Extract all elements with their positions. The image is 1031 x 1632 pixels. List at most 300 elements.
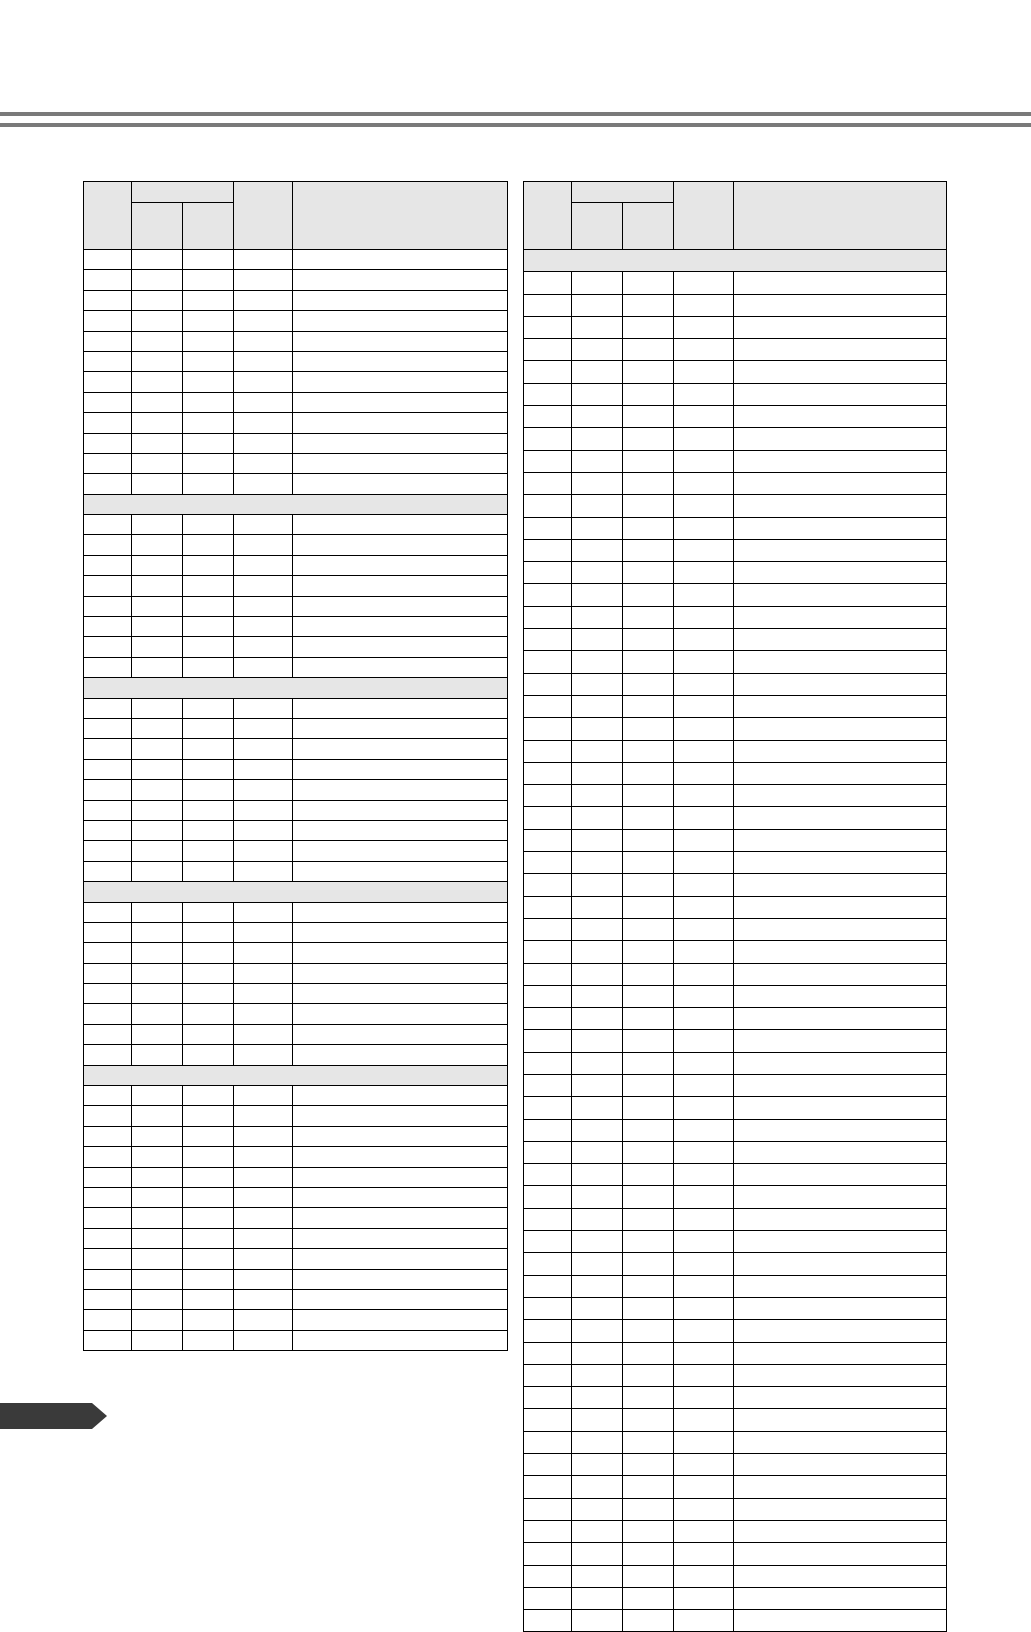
header-cell-sub1 xyxy=(132,203,183,250)
table-cell xyxy=(293,637,508,657)
table-cell xyxy=(524,762,572,784)
table-cell xyxy=(674,316,734,338)
table-cell xyxy=(234,1126,293,1146)
table-cell xyxy=(234,984,293,1004)
table-cell xyxy=(293,963,508,983)
table-row xyxy=(524,1498,947,1520)
table-cell xyxy=(183,1126,234,1146)
table-row xyxy=(84,1310,508,1330)
table-cell xyxy=(734,316,947,338)
table-cell xyxy=(572,406,623,428)
table-cell xyxy=(84,739,132,759)
table-row xyxy=(84,637,508,657)
table-row xyxy=(84,392,508,412)
table-row xyxy=(524,695,947,717)
table-cell xyxy=(623,1543,674,1565)
section-header-cell xyxy=(84,678,508,698)
table-row xyxy=(524,406,947,428)
table-row xyxy=(84,1187,508,1207)
table-cell xyxy=(183,1330,234,1350)
table-cell xyxy=(572,807,623,829)
table-cell xyxy=(734,1297,947,1319)
table-cell xyxy=(132,474,183,494)
table-row xyxy=(84,1249,508,1269)
table-cell xyxy=(84,555,132,575)
table-cell xyxy=(623,629,674,651)
table-cell xyxy=(84,800,132,820)
table-cell xyxy=(132,392,183,412)
table-cell xyxy=(734,495,947,517)
table-cell xyxy=(132,1024,183,1044)
header-cell-col4 xyxy=(674,182,734,250)
table-cell xyxy=(674,1074,734,1096)
table-cell xyxy=(132,596,183,616)
table-cell xyxy=(84,1024,132,1044)
table-cell xyxy=(674,1052,734,1074)
table-cell xyxy=(183,351,234,371)
table-cell xyxy=(572,1520,623,1542)
table-cell xyxy=(132,1126,183,1146)
table-cell xyxy=(623,1565,674,1587)
table-cell xyxy=(674,1119,734,1141)
table-cell xyxy=(524,829,572,851)
table-cell xyxy=(623,651,674,673)
table-cell xyxy=(293,657,508,677)
table-cell xyxy=(572,1565,623,1587)
table-row xyxy=(524,1052,947,1074)
table-cell xyxy=(674,1610,734,1632)
table-cell xyxy=(734,1052,947,1074)
table-cell xyxy=(674,1253,734,1275)
table-cell xyxy=(674,472,734,494)
table-row xyxy=(524,629,947,651)
table-row xyxy=(524,450,947,472)
table-cell xyxy=(183,861,234,881)
table-cell xyxy=(84,413,132,433)
table-cell xyxy=(623,762,674,784)
table-cell xyxy=(572,517,623,539)
table-cell xyxy=(572,361,623,383)
table-cell xyxy=(674,762,734,784)
table-cell xyxy=(293,576,508,596)
table-cell xyxy=(524,1231,572,1253)
table-row xyxy=(524,1164,947,1186)
table-cell xyxy=(84,290,132,310)
table-row xyxy=(84,861,508,881)
table-cell xyxy=(524,1186,572,1208)
table-cell xyxy=(84,433,132,453)
table-cell xyxy=(572,450,623,472)
table-row xyxy=(524,1387,947,1409)
table-cell xyxy=(524,629,572,651)
table-cell xyxy=(734,762,947,784)
section-header-row xyxy=(84,678,508,698)
header-cell-col5 xyxy=(293,182,508,250)
table-row xyxy=(84,1045,508,1065)
table-cell xyxy=(572,985,623,1007)
table-cell xyxy=(132,1106,183,1126)
table-cell xyxy=(293,392,508,412)
table-cell xyxy=(132,1208,183,1228)
table-cell xyxy=(572,1498,623,1520)
table-cell xyxy=(293,351,508,371)
table-row xyxy=(84,1147,508,1167)
table-cell xyxy=(674,985,734,1007)
table-cell xyxy=(524,1587,572,1609)
table-row xyxy=(84,657,508,677)
table-cell xyxy=(234,861,293,881)
header-cell-col5 xyxy=(734,182,947,250)
table-cell xyxy=(183,331,234,351)
table-cell xyxy=(572,1387,623,1409)
table-row xyxy=(84,780,508,800)
table-cell xyxy=(84,698,132,718)
table-cell xyxy=(524,718,572,740)
table-cell xyxy=(623,294,674,316)
table-cell xyxy=(293,902,508,922)
table-cell xyxy=(524,985,572,1007)
table-cell xyxy=(234,1167,293,1187)
table-cell xyxy=(572,606,623,628)
table-cell xyxy=(623,1253,674,1275)
table-cell xyxy=(293,1106,508,1126)
table-cell xyxy=(183,270,234,290)
table-row xyxy=(524,1320,947,1342)
table-cell xyxy=(572,785,623,807)
table-cell xyxy=(572,1074,623,1096)
table-cell xyxy=(293,1208,508,1228)
table-row xyxy=(84,984,508,1004)
table-cell xyxy=(734,294,947,316)
table-cell xyxy=(623,1164,674,1186)
table-cell xyxy=(293,984,508,1004)
table-cell xyxy=(674,339,734,361)
table-cell xyxy=(524,1520,572,1542)
table-cell xyxy=(84,1126,132,1146)
table-cell xyxy=(572,718,623,740)
table-row xyxy=(84,1289,508,1309)
header-cell-sub2 xyxy=(183,203,234,250)
table-cell xyxy=(293,311,508,331)
table-cell xyxy=(293,270,508,290)
table-cell xyxy=(234,311,293,331)
table-cell xyxy=(524,517,572,539)
table-cell xyxy=(293,718,508,738)
table-cell xyxy=(234,739,293,759)
table-row xyxy=(84,576,508,596)
table-cell xyxy=(293,780,508,800)
table-cell xyxy=(183,311,234,331)
table-cell xyxy=(623,740,674,762)
table-row xyxy=(84,290,508,310)
table-cell xyxy=(572,584,623,606)
table-cell xyxy=(293,1330,508,1350)
table-cell xyxy=(183,474,234,494)
table-cell xyxy=(132,331,183,351)
table-cell xyxy=(623,1520,674,1542)
table-cell xyxy=(84,759,132,779)
table-cell xyxy=(524,852,572,874)
table-cell xyxy=(293,331,508,351)
table-cell xyxy=(674,383,734,405)
table-cell xyxy=(524,361,572,383)
table-cell xyxy=(524,1454,572,1476)
table-cell xyxy=(674,1409,734,1431)
table-row xyxy=(84,800,508,820)
table-cell xyxy=(183,1045,234,1065)
table-cell xyxy=(132,617,183,637)
table-cell xyxy=(623,1387,674,1409)
table-cell xyxy=(183,780,234,800)
table-cell xyxy=(293,290,508,310)
table-cell xyxy=(674,1008,734,1030)
table-cell xyxy=(183,535,234,555)
table-cell xyxy=(293,474,508,494)
table-cell xyxy=(623,896,674,918)
table-cell xyxy=(572,1052,623,1074)
header-rule-bottom xyxy=(0,123,1031,127)
table-row xyxy=(84,555,508,575)
table-row xyxy=(84,1167,508,1187)
table-row xyxy=(524,1610,947,1632)
table-cell xyxy=(234,392,293,412)
table-cell xyxy=(183,1249,234,1269)
table-cell xyxy=(234,943,293,963)
table-row xyxy=(524,1208,947,1230)
section-header-cell xyxy=(84,1065,508,1085)
table-row xyxy=(524,562,947,584)
table-row xyxy=(524,985,947,1007)
table-row xyxy=(524,1008,947,1030)
table-row xyxy=(84,739,508,759)
table-row xyxy=(524,1097,947,1119)
table-row xyxy=(524,963,947,985)
table-cell xyxy=(572,562,623,584)
table-cell xyxy=(734,1320,947,1342)
table-cell xyxy=(132,1289,183,1309)
table-row xyxy=(84,270,508,290)
table-cell xyxy=(183,515,234,535)
table-cell xyxy=(572,1587,623,1609)
table-cell xyxy=(183,943,234,963)
table-cell xyxy=(524,1409,572,1431)
header-cell-group xyxy=(572,182,674,203)
table-cell xyxy=(674,1476,734,1498)
table-cell xyxy=(132,1330,183,1350)
table-cell xyxy=(674,963,734,985)
table-cell xyxy=(183,984,234,1004)
table-cell xyxy=(572,1476,623,1498)
table-cell xyxy=(293,555,508,575)
table-cell xyxy=(572,1275,623,1297)
table-cell xyxy=(734,963,947,985)
table-cell xyxy=(572,852,623,874)
table-cell xyxy=(132,1086,183,1106)
table-cell xyxy=(572,272,623,294)
table-cell xyxy=(734,718,947,740)
table-cell xyxy=(734,1208,947,1230)
section-header-cell xyxy=(84,882,508,902)
table-cell xyxy=(524,740,572,762)
table-cell xyxy=(734,472,947,494)
table-cell xyxy=(572,1008,623,1030)
table-cell xyxy=(293,1187,508,1207)
table-cell xyxy=(572,963,623,985)
table-cell xyxy=(524,1074,572,1096)
table-cell xyxy=(623,1454,674,1476)
table-cell xyxy=(572,428,623,450)
table-cell xyxy=(674,1387,734,1409)
table-cell xyxy=(84,311,132,331)
table-cell xyxy=(524,1342,572,1364)
table-cell xyxy=(572,1030,623,1052)
table-cell xyxy=(734,941,947,963)
table-cell xyxy=(623,1231,674,1253)
table-cell xyxy=(623,1119,674,1141)
table-row xyxy=(524,1454,947,1476)
table-row xyxy=(84,351,508,371)
table-cell xyxy=(234,290,293,310)
table-cell xyxy=(132,943,183,963)
table-cell xyxy=(293,515,508,535)
table-cell xyxy=(623,695,674,717)
table-cell xyxy=(674,539,734,561)
table-cell xyxy=(293,617,508,637)
table-cell xyxy=(293,1045,508,1065)
table-cell xyxy=(84,474,132,494)
table-cell xyxy=(623,361,674,383)
table-cell xyxy=(734,1141,947,1163)
table-cell xyxy=(132,555,183,575)
table-row xyxy=(524,829,947,851)
table-row xyxy=(524,874,947,896)
table-row xyxy=(524,1030,947,1052)
table-cell xyxy=(734,272,947,294)
table-cell xyxy=(234,637,293,657)
table-cell xyxy=(84,1147,132,1167)
table-cell xyxy=(734,1119,947,1141)
table-cell xyxy=(734,651,947,673)
table-cell xyxy=(623,539,674,561)
table-cell xyxy=(734,985,947,1007)
table-row xyxy=(524,294,947,316)
table-cell xyxy=(84,270,132,290)
table-cell xyxy=(293,413,508,433)
table-cell xyxy=(674,1297,734,1319)
table-cell xyxy=(623,852,674,874)
table-cell xyxy=(234,1106,293,1126)
table-cell xyxy=(734,1610,947,1632)
table-cell xyxy=(183,1228,234,1248)
table-cell xyxy=(132,1187,183,1207)
table-cell xyxy=(132,759,183,779)
table-cell xyxy=(183,1208,234,1228)
table-row xyxy=(524,1253,947,1275)
table-cell xyxy=(524,1364,572,1386)
table-cell xyxy=(734,1074,947,1096)
header-cell-col4 xyxy=(234,182,293,250)
table-cell xyxy=(623,606,674,628)
table-cell xyxy=(572,495,623,517)
table-cell xyxy=(734,339,947,361)
table-cell xyxy=(183,1024,234,1044)
table-cell xyxy=(293,820,508,840)
table-cell xyxy=(234,1004,293,1024)
table-cell xyxy=(674,517,734,539)
table-cell xyxy=(734,1008,947,1030)
table-cell xyxy=(183,1147,234,1167)
table-cell xyxy=(84,1086,132,1106)
table-row xyxy=(84,1269,508,1289)
table-row xyxy=(84,413,508,433)
table-cell xyxy=(524,383,572,405)
table-cell xyxy=(623,584,674,606)
section-header-cell xyxy=(84,494,508,514)
table-header-row xyxy=(524,182,947,203)
table-cell xyxy=(572,339,623,361)
table-cell xyxy=(674,874,734,896)
table-cell xyxy=(524,1052,572,1074)
table-cell xyxy=(183,1086,234,1106)
table-row xyxy=(524,606,947,628)
table-cell xyxy=(674,1030,734,1052)
table-cell xyxy=(623,316,674,338)
table-row xyxy=(524,316,947,338)
table-row xyxy=(524,1186,947,1208)
table-cell xyxy=(734,829,947,851)
table-cell xyxy=(524,941,572,963)
table-cell xyxy=(293,1310,508,1330)
table-cell xyxy=(132,453,183,473)
table-cell xyxy=(234,1330,293,1350)
table-cell xyxy=(183,555,234,575)
table-cell xyxy=(234,1147,293,1167)
table-cell xyxy=(734,1231,947,1253)
table-cell xyxy=(674,450,734,472)
table-cell xyxy=(572,1164,623,1186)
table-cell xyxy=(234,1024,293,1044)
table-cell xyxy=(183,433,234,453)
table-cell xyxy=(734,1565,947,1587)
table-cell xyxy=(674,629,734,651)
table-cell xyxy=(132,718,183,738)
table-cell xyxy=(734,1097,947,1119)
table-cell xyxy=(734,1387,947,1409)
table-cell xyxy=(524,1565,572,1587)
table-row xyxy=(524,1565,947,1587)
table-cell xyxy=(132,535,183,555)
table-cell xyxy=(84,1289,132,1309)
table-cell xyxy=(84,596,132,616)
table-row xyxy=(84,453,508,473)
table-cell xyxy=(572,896,623,918)
table-cell xyxy=(734,1409,947,1431)
table-row xyxy=(524,673,947,695)
table-cell xyxy=(183,250,234,270)
table-cell xyxy=(183,290,234,310)
table-row xyxy=(84,311,508,331)
table-cell xyxy=(623,1052,674,1074)
table-cell xyxy=(734,852,947,874)
table-row xyxy=(84,372,508,392)
table-cell xyxy=(234,1228,293,1248)
table-cell xyxy=(734,1431,947,1453)
table-cell xyxy=(234,841,293,861)
table-row xyxy=(84,1004,508,1024)
table-cell xyxy=(84,1187,132,1207)
table-row xyxy=(84,617,508,637)
table-cell xyxy=(132,1045,183,1065)
